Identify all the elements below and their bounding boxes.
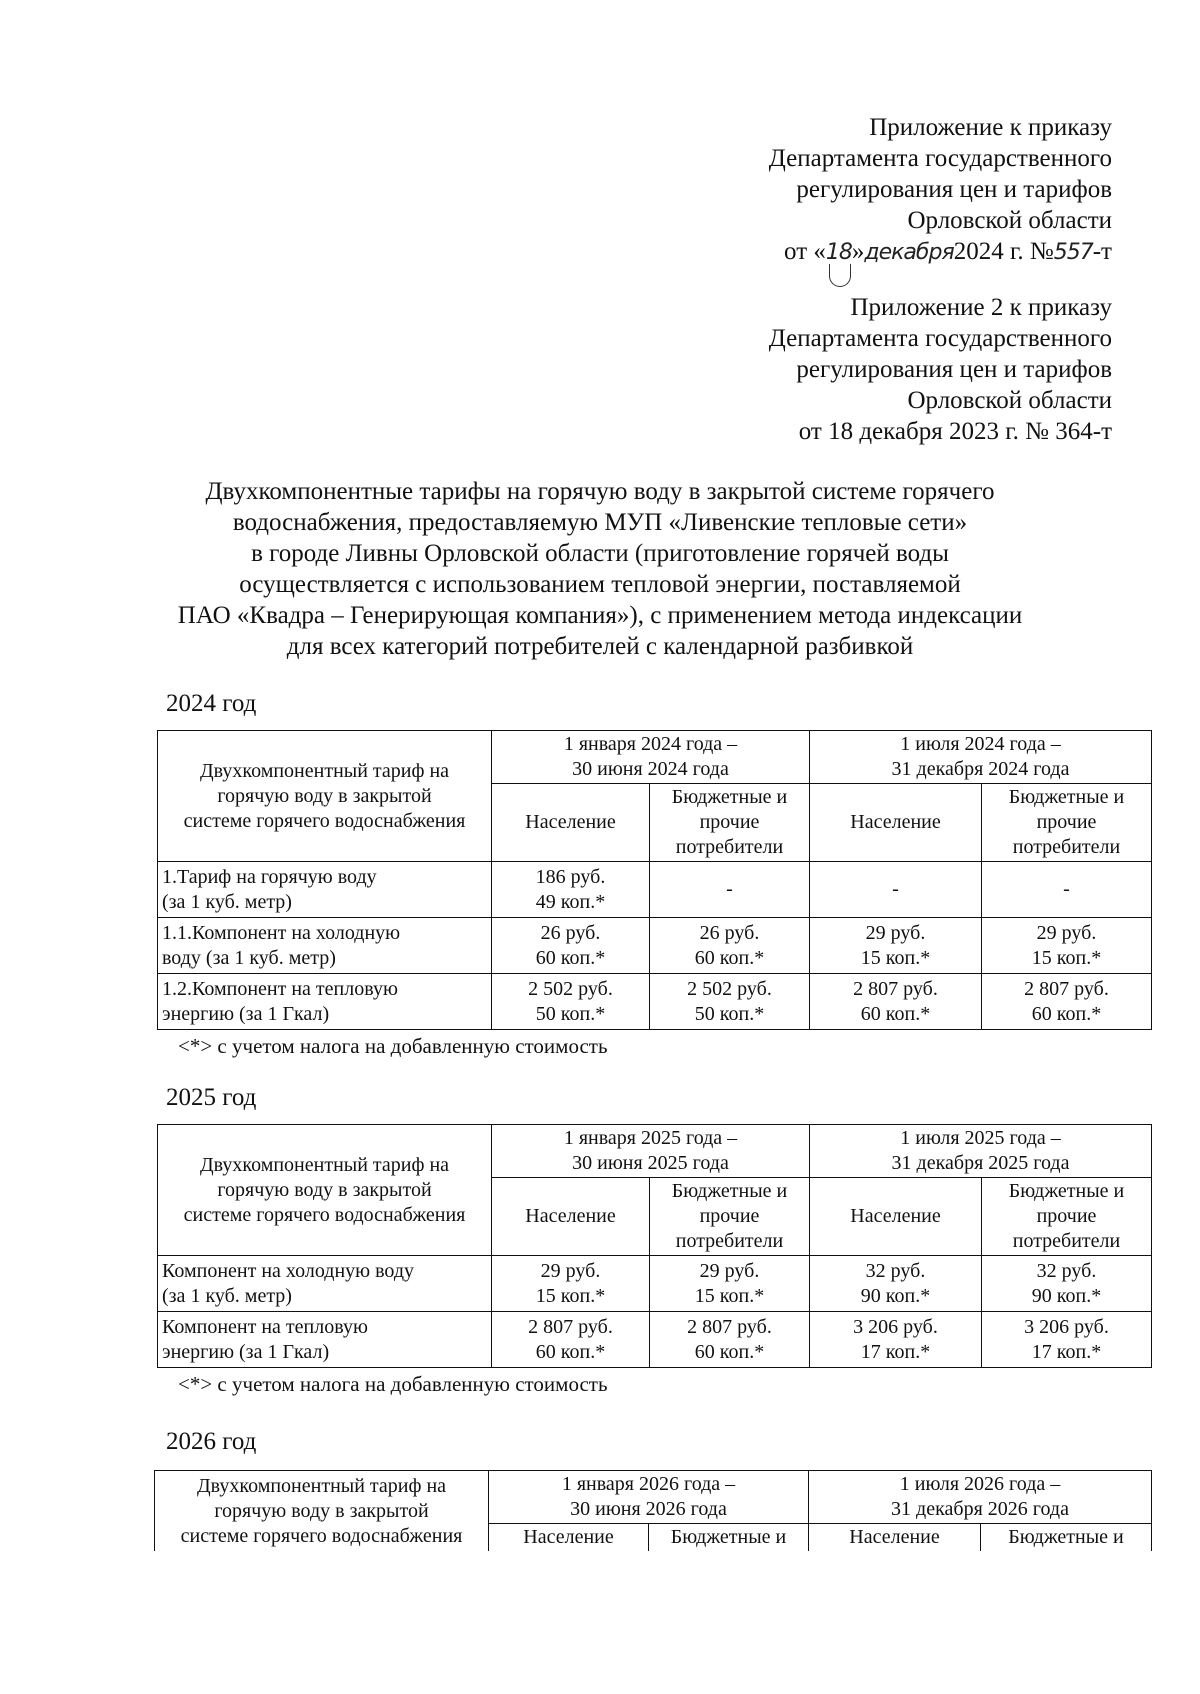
cell-text: 1 июля 2024 года – [900, 733, 1061, 755]
table-row [158, 862, 1152, 918]
year-heading-2025: 2025 год [166, 1084, 257, 1111]
title-line: Двухкомпонентные тарифы на горячую воду в закрытой системе горячего [205, 478, 995, 505]
value-cell [810, 918, 982, 974]
cell-text: Компонент на тепловую [162, 1315, 368, 1338]
cell-text: 17 коп.* [860, 1340, 931, 1363]
approval-line: Орловской области [907, 207, 1112, 234]
value-cell [810, 974, 982, 1030]
row-header-cell [158, 1125, 492, 1256]
cell-text: 1.2.Компонент на тепловую [162, 977, 398, 1000]
cell-text: 15 коп.* [860, 946, 931, 969]
handwritten-day: 18 [825, 240, 852, 265]
cell-text: горячую воду в закрытой [214, 1499, 429, 1522]
period-header [810, 1125, 1152, 1178]
cell-text: воду (за 1 куб. метр) [162, 946, 336, 969]
cell-text: 31 декабря 2024 года [891, 758, 1070, 780]
cell-text: 15 коп.* [535, 1284, 606, 1307]
cell-text: 1 января 2025 года – [563, 1127, 738, 1149]
cell-text: 2 807 руб. [528, 1315, 613, 1338]
value-cell [492, 1256, 650, 1312]
cell-text: 29 руб. [865, 921, 926, 944]
handwritten-month: декабря [864, 240, 954, 265]
cell-text: 29 руб. [699, 1259, 760, 1282]
vat-footnote: <*> с учетом налога на добавленную стоимость [178, 1372, 608, 1396]
table-row [158, 731, 1152, 784]
cell-text: 1 июля 2025 года – [900, 1127, 1061, 1149]
cell-text: 31 декабря 2026 года [891, 1498, 1069, 1520]
title-line: водоснабжения, предоставляемую МУП «Ливенские тепловые сети» [232, 509, 968, 536]
cell-text: потребители [675, 836, 784, 858]
cell-text: 90 коп.* [1031, 1284, 1102, 1307]
cell-text: 60 коп.* [694, 946, 765, 969]
period-header [489, 1471, 809, 1524]
value-cell [982, 918, 1152, 974]
cell-text: системе горячего водоснабжения [183, 809, 466, 832]
value-cell [650, 918, 810, 974]
tariff-table-2026 [154, 1470, 1152, 1551]
population-header: Население [810, 784, 982, 862]
period-header [810, 731, 1152, 784]
approval-line: Приложение 2 к приказу [850, 294, 1112, 321]
approval-line: Орловской области [907, 387, 1112, 414]
row-label [158, 862, 492, 918]
cell-text: 17 коп.* [1031, 1340, 1102, 1363]
period-header [492, 731, 810, 784]
population-header: Население [809, 1524, 981, 1552]
value-cell [810, 1256, 982, 1312]
cell-text: Двухкомпонентный тариф на [199, 1153, 450, 1176]
vat-footnote: <*> с учетом налога на добавленную стоимость [178, 1034, 608, 1058]
cell-text: 1 января 2026 года – [561, 1473, 736, 1495]
cell-text: Бюджетные и [671, 786, 788, 808]
cell-text: 186 руб. [535, 865, 606, 888]
table-row [158, 918, 1152, 974]
row-label [158, 1312, 492, 1368]
cell-text: потребители [1012, 1230, 1121, 1252]
cell-text: 3 206 руб. [1024, 1315, 1109, 1338]
value-cell [492, 862, 650, 918]
population-header: Население [492, 1178, 650, 1256]
cell-text: 29 руб. [1036, 921, 1097, 944]
value-cell [650, 1312, 810, 1368]
cell-text: 15 коп.* [694, 1284, 765, 1307]
tariff-table-2025 [157, 1124, 1152, 1368]
budget-header: Бюджетные и [981, 1524, 1152, 1552]
cell-text: 2 807 руб. [853, 977, 938, 1000]
row-label [158, 974, 492, 1030]
year-heading-2024: 2024 год [166, 690, 257, 717]
budget-header [650, 784, 810, 862]
approval-line: регулирования цен и тарифов [796, 176, 1112, 203]
budget-header [650, 1178, 810, 1256]
value-cell [810, 1312, 982, 1368]
table-row [158, 974, 1152, 1030]
value-cell: - [650, 862, 810, 918]
approval-line: Приложение к приказу [869, 114, 1112, 141]
cell-text: (за 1 куб. метр) [162, 1284, 292, 1307]
population-header: Население [489, 1524, 649, 1552]
cell-text: 31 декабря 2025 года [891, 1152, 1070, 1174]
cell-text: Бюджетные и [671, 1180, 788, 1202]
cell-text: 30 июня 2025 года [572, 1152, 729, 1174]
cell-text: энергию (за 1 Гкал) [162, 1340, 330, 1363]
value-cell [492, 918, 650, 974]
document-title [140, 476, 1060, 662]
approval-line: Департамента государственного [768, 145, 1112, 172]
cell-text: 32 руб. [1036, 1259, 1097, 1282]
approval-line: Департамента государственного [768, 325, 1112, 352]
budget-header [982, 1178, 1152, 1256]
cell-text: 1.1.Компонент на холодную [162, 921, 401, 944]
budget-header: Бюджетные и [649, 1524, 809, 1552]
population-header: Население [492, 784, 650, 862]
cell-text: 2 807 руб. [687, 1315, 772, 1338]
cell-text: 1 июля 2026 года – [899, 1473, 1061, 1495]
cell-text: 50 коп.* [535, 1002, 606, 1025]
cell-text: прочие [1036, 1205, 1097, 1227]
population-header: Население [810, 1178, 982, 1256]
cell-text: 60 коп.* [860, 1002, 931, 1025]
tariff-table-2024 [157, 730, 1152, 1030]
date-prefix: от « [784, 238, 826, 265]
cell-text: горячую воду в закрытой [217, 1178, 432, 1201]
cell-text: 3 206 руб. [853, 1315, 938, 1338]
period-header [809, 1471, 1152, 1524]
row-label [158, 918, 492, 974]
table-row [158, 1312, 1152, 1368]
title-line: для всех категорий потребителей с календарной разбивкой [286, 633, 914, 660]
cell-text: 60 коп.* [694, 1340, 765, 1363]
cell-text: 30 июня 2026 года [570, 1498, 727, 1520]
cell-text: 1.Тариф на горячую воду [162, 865, 377, 888]
value-cell: - [982, 862, 1152, 918]
cell-text: 2 502 руб. [528, 977, 613, 1000]
cell-text: горячую воду в закрытой [217, 784, 432, 807]
cell-text: 29 руб. [540, 1259, 601, 1282]
value-cell [492, 1312, 650, 1368]
cell-text: 49 коп.* [535, 890, 606, 913]
cell-text: (за 1 куб. метр) [162, 890, 292, 913]
approval-block-current [769, 112, 1112, 268]
cell-text: Бюджетные и [1008, 1180, 1125, 1202]
title-line: ПАО «Квадра – Генерирующая компания»), с применением метода индексации [177, 602, 1023, 629]
cell-text: системе горячего водоснабжения [183, 1203, 466, 1226]
cell-text: 50 коп.* [694, 1002, 765, 1025]
cell-text: Двухкомпонентный тариф на [196, 1474, 447, 1497]
handwritten-mark-icon [829, 264, 851, 287]
date-suffix: -т [1092, 238, 1112, 265]
cell-text: 90 коп.* [860, 1284, 931, 1307]
date-year: 2024 г. № [953, 238, 1054, 265]
cell-text: прочие [699, 811, 760, 833]
row-header-cell [155, 1471, 489, 1552]
value-cell [492, 974, 650, 1030]
cell-text: Компонент на холодную воду [162, 1259, 415, 1282]
value-cell [982, 974, 1152, 1030]
row-header-cell [158, 731, 492, 862]
period-header [492, 1125, 810, 1178]
title-line: осуществляется с использованием тепловой энергии, поставляемой [239, 571, 961, 598]
cell-text: 26 руб. [699, 921, 760, 944]
cell-text: потребители [1012, 836, 1121, 858]
cell-text: 60 коп.* [535, 946, 606, 969]
cell-text: энергию (за 1 Гкал) [162, 1002, 330, 1025]
row-label [158, 1256, 492, 1312]
approval-block-original [769, 292, 1112, 447]
budget-header [982, 784, 1152, 862]
cell-text: прочие [1036, 811, 1097, 833]
value-cell [650, 1256, 810, 1312]
date-mid: » [851, 238, 865, 265]
cell-text: 26 руб. [540, 921, 601, 944]
cell-text: 1 января 2024 года – [563, 733, 738, 755]
value-cell: - [810, 862, 982, 918]
value-cell [650, 974, 810, 1030]
cell-text: 2 502 руб. [687, 977, 772, 1000]
cell-text: Двухкомпонентный тариф на [199, 759, 450, 782]
cell-text: потребители [675, 1230, 784, 1252]
cell-text: Бюджетные и [1008, 786, 1125, 808]
cell-text: 32 руб. [865, 1259, 926, 1282]
approval-date-line [769, 236, 1112, 268]
title-line: в городе Ливны Орловской области (приготовление горячей воды [251, 540, 949, 567]
approval-line: от 18 декабря 2023 г. № 364-т [798, 418, 1112, 445]
cell-text: прочие [699, 1205, 760, 1227]
cell-text: 60 коп.* [535, 1340, 606, 1363]
cell-text: системе горячего водоснабжения [180, 1524, 463, 1547]
cell-text: 15 коп.* [1031, 946, 1102, 969]
cell-text: 2 807 руб. [1024, 977, 1109, 1000]
year-heading-2026: 2026 год [166, 1428, 257, 1455]
cell-text: 30 июня 2024 года [572, 758, 729, 780]
table-row [158, 1125, 1152, 1178]
cell-text: 60 коп.* [1031, 1002, 1102, 1025]
table-row [155, 1471, 1152, 1524]
table-row [158, 1256, 1152, 1312]
handwritten-number: 557 [1053, 240, 1093, 265]
approval-line: регулирования цен и тарифов [796, 356, 1112, 383]
value-cell [982, 1256, 1152, 1312]
value-cell [982, 1312, 1152, 1368]
